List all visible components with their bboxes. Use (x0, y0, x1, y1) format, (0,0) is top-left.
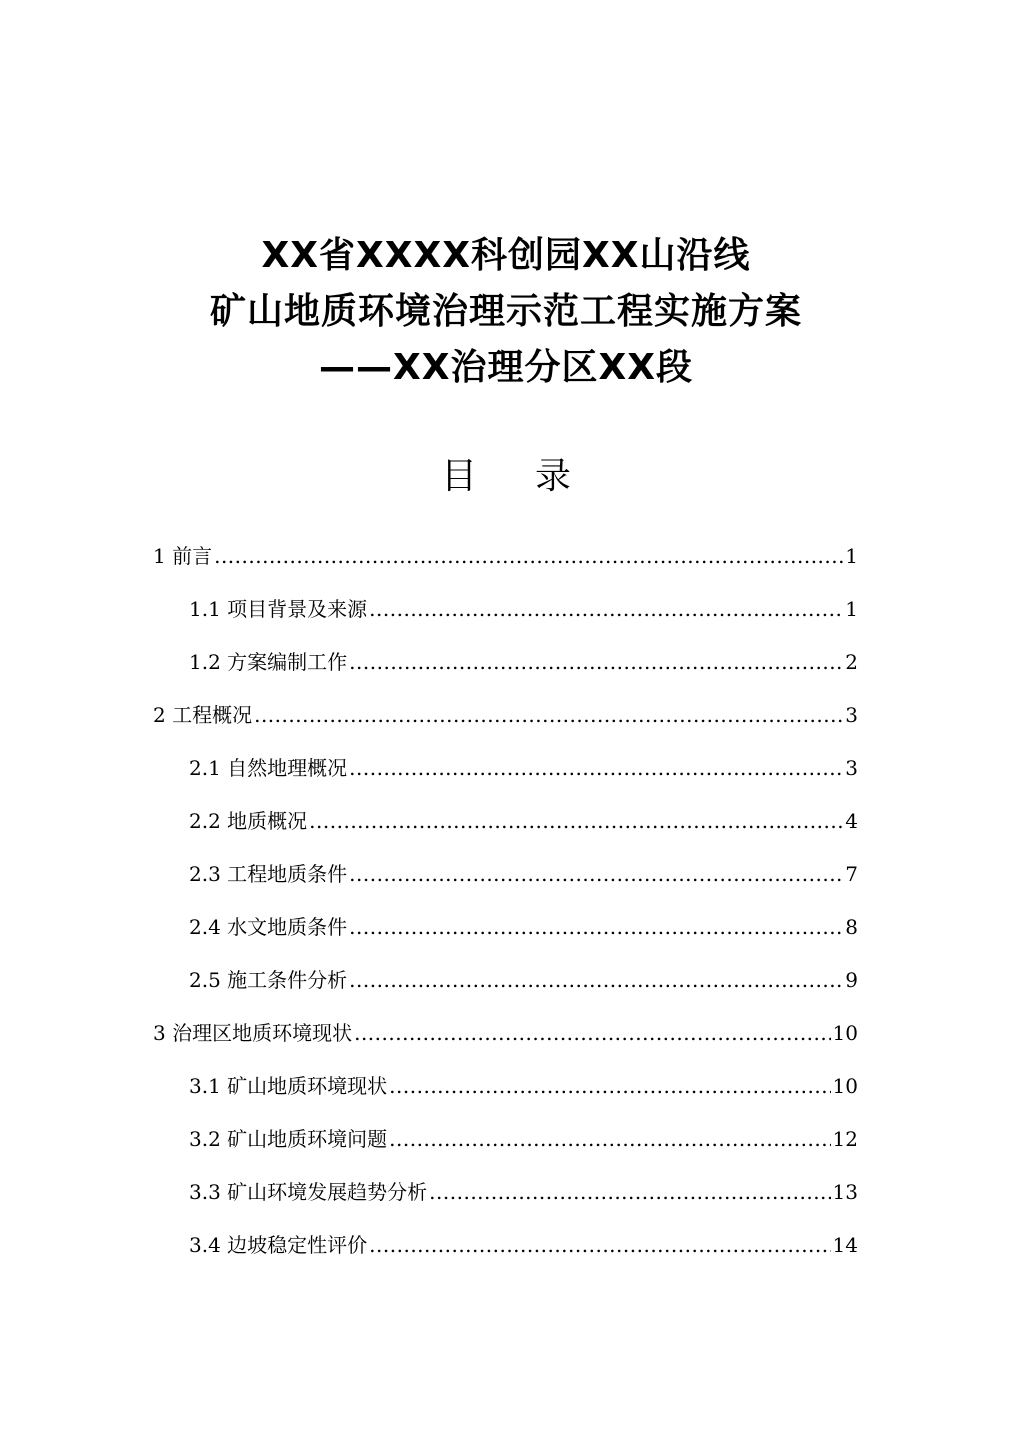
toc-heading-char-2: 录 (535, 456, 572, 497)
toc-leader-dots (369, 597, 843, 621)
toc-entry[interactable] (0, 529, 858, 582)
toc-entry[interactable] (0, 635, 858, 688)
toc-entry-page-number: 10 (832, 1020, 858, 1045)
toc-entry-label: 2.3 工程地质条件 (189, 861, 348, 886)
toc-entry-page-number: 14 (832, 1232, 858, 1257)
toc-entry-page-number: 2 (845, 649, 858, 674)
toc-entry-page-number: 9 (845, 967, 858, 992)
toc-entry-page-number: 12 (832, 1126, 858, 1151)
toc-entry[interactable] (0, 1218, 858, 1271)
table-of-contents (0, 529, 1012, 1271)
toc-heading-char-1: 目 (440, 456, 477, 497)
toc-entry-label: 2.4 水文地质条件 (189, 914, 348, 939)
toc-entry-page-number: 13 (832, 1179, 858, 1204)
toc-entry-page-number: 7 (845, 861, 858, 886)
toc-entry-page-number: 4 (845, 808, 858, 833)
toc-entry-label: 3 治理区地质环境现状 (153, 1020, 353, 1045)
title-line-3: ——XX治理分区XX段 (318, 347, 694, 388)
toc-entry[interactable] (0, 1112, 858, 1165)
toc-entry[interactable] (0, 953, 858, 1006)
toc-heading (0, 452, 1012, 502)
toc-entry-label: 2 工程概况 (153, 702, 253, 727)
toc-leader-dots (369, 1233, 830, 1257)
toc-entry-page-number: 1 (845, 543, 858, 568)
toc-leader-dots (214, 544, 843, 568)
toc-entry-label: 3.3 矿山环境发展趋势分析 (189, 1179, 428, 1204)
toc-entry[interactable] (0, 1165, 858, 1218)
toc-entry-label: 1 前言 (153, 543, 213, 568)
toc-leader-dots (354, 1021, 830, 1045)
toc-leader-dots (349, 862, 843, 886)
toc-leader-dots (309, 809, 843, 833)
title-line-1: XX省XXXX科创园XX山沿线 (261, 235, 751, 276)
toc-leader-dots (389, 1127, 830, 1151)
toc-entry-label: 2.1 自然地理概况 (189, 755, 348, 780)
toc-entry-label: 3.4 边坡稳定性评价 (189, 1232, 368, 1257)
toc-entry-label: 2.2 地质概况 (189, 808, 308, 833)
toc-entry[interactable] (0, 1059, 858, 1112)
toc-entry-page-number: 1 (845, 596, 858, 621)
toc-leader-dots (349, 968, 843, 992)
toc-entry[interactable] (0, 794, 858, 847)
toc-entry-label: 3.1 矿山地质环境现状 (189, 1073, 388, 1098)
toc-entry[interactable] (0, 847, 858, 900)
toc-entry-label: 2.5 施工条件分析 (189, 967, 348, 992)
toc-entry-label: 1.1 项目背景及来源 (189, 596, 368, 621)
toc-entry[interactable] (0, 688, 858, 741)
toc-leader-dots (349, 915, 843, 939)
toc-entry-label: 1.2 方案编制工作 (189, 649, 348, 674)
toc-leader-dots (349, 650, 843, 674)
title-line-2: 矿山地质环境治理示范工程实施方案 (209, 291, 802, 332)
toc-entry[interactable] (0, 741, 858, 794)
document-title (0, 228, 1012, 396)
toc-entry[interactable] (0, 1006, 858, 1059)
toc-entry-page-number: 8 (845, 914, 858, 939)
toc-leader-dots (389, 1074, 830, 1098)
toc-entry-page-number: 3 (845, 755, 858, 780)
toc-leader-dots (429, 1180, 830, 1204)
toc-entry-page-number: 10 (832, 1073, 858, 1098)
toc-entry[interactable] (0, 900, 858, 953)
toc-leader-dots (254, 703, 843, 727)
toc-leader-dots (349, 756, 843, 780)
toc-entry-page-number: 3 (845, 702, 858, 727)
toc-entry-label: 3.2 矿山地质环境问题 (189, 1126, 388, 1151)
toc-entry[interactable] (0, 582, 858, 635)
